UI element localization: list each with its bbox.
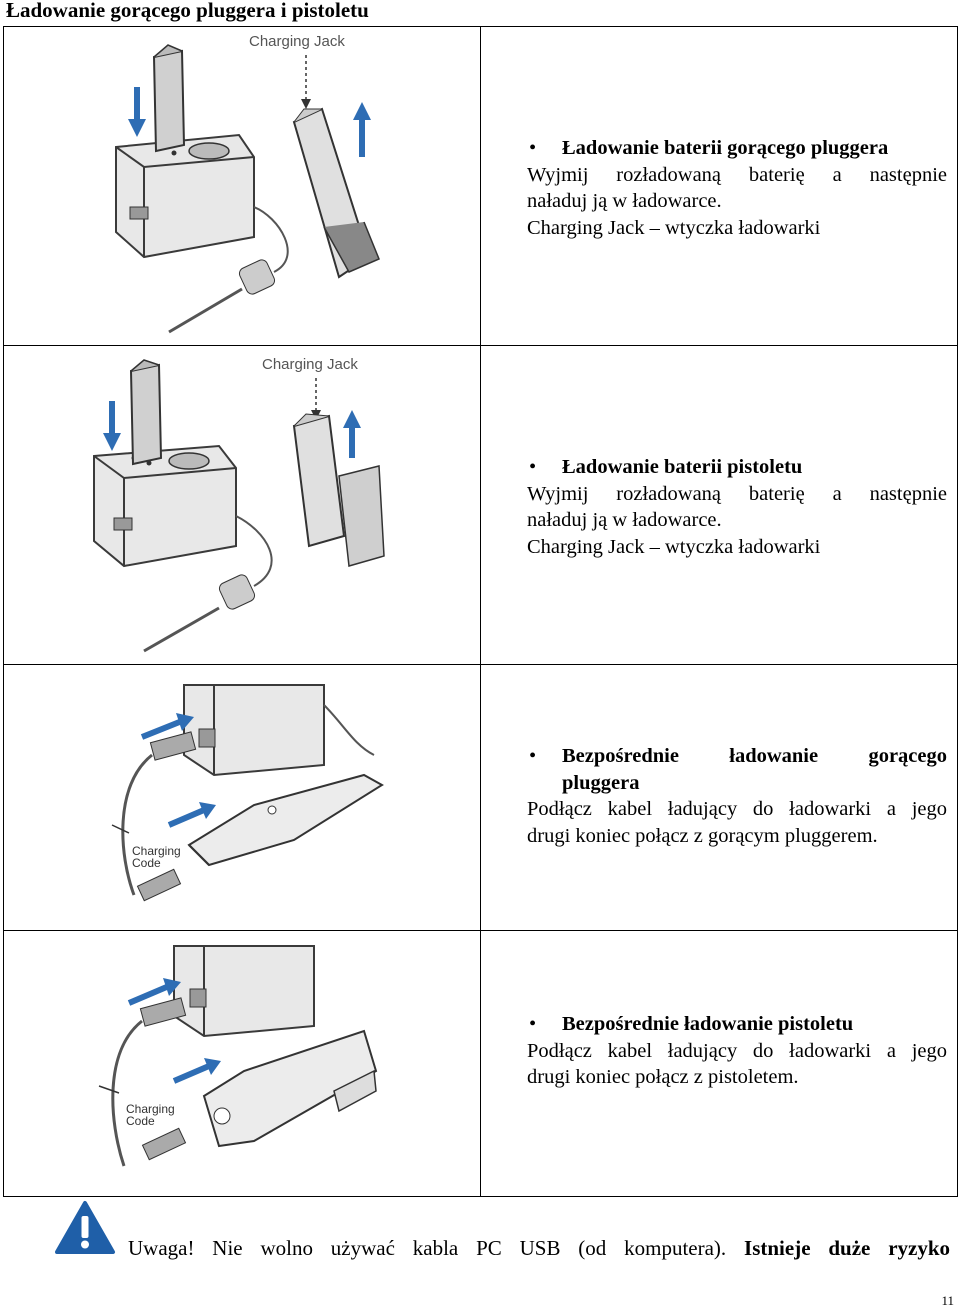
bullet-marker: •: [529, 137, 537, 159]
bullet-marker: •: [529, 745, 537, 767]
figure-label: Code: [126, 1114, 155, 1128]
figure-cell: [4, 346, 481, 665]
body-text: naładuj ją w ładowarce.: [527, 190, 722, 212]
bullet-heading: • Ładowanie baterii pistoletu: [527, 454, 947, 481]
body-text: drugi koniec połącz z gorącym pluggerem.: [527, 824, 878, 847]
body-text: drugi koniec połącz z pistoletem.: [527, 1066, 799, 1088]
bullet-heading: • Bezpośrednie ładowanie pistoletu: [527, 1011, 947, 1038]
warning-text: [128, 1236, 950, 1261]
body-text: Wyjmij rozładowaną baterię a następnie: [527, 163, 947, 186]
text-cell: [481, 665, 958, 931]
bullet-marker: •: [529, 1013, 537, 1035]
bullet-marker: •: [529, 456, 537, 478]
figure-cell: [4, 27, 481, 346]
table-row: [4, 931, 958, 1197]
body-text: Charging Jack – wtyczka ładowarki: [527, 216, 821, 239]
body-text: Podłącz kabel ładujący do ładowarki a jego: [527, 798, 947, 820]
bullet-heading: • Bezpośrednie ładowanie gorącego: [527, 743, 947, 770]
figure-cell: [4, 665, 481, 931]
figure-label: Charging Jack: [262, 356, 358, 373]
text-cell: [481, 346, 958, 665]
page-number: 11: [941, 1293, 954, 1308]
gun-battery-charging-illustration: [4, 346, 480, 664]
figure-label: Charging: [126, 1102, 175, 1116]
table-row: [4, 27, 958, 346]
plugger-battery-charging-illustration: [4, 27, 480, 345]
warning-triangle-icon: [54, 1200, 116, 1256]
figure-label: Code: [132, 856, 161, 870]
warning-text-normal: Uwaga! Nie wolno używać kabla PC USB (od komputera).: [128, 1236, 727, 1260]
body-text: Charging Jack – wtyczka ładowarki: [527, 535, 821, 558]
body-text: Wyjmij rozładowaną baterię a następnie: [527, 482, 947, 505]
body-text: naładuj ją w ładowarce.: [527, 509, 722, 531]
page-title: Ładowanie gorącego pluggera i pistoletu: [6, 0, 369, 22]
text-cell: [481, 931, 958, 1197]
warning-text-bold: Istnieje duże ryzyko: [744, 1236, 951, 1260]
bullet-heading: • Ładowanie baterii gorącego pluggera: [527, 135, 947, 162]
figure-label: Charging: [132, 844, 181, 858]
plugger-direct-charging-illustration: [4, 665, 480, 930]
figure-label: Charging Jack: [249, 33, 345, 50]
instruction-table: [3, 26, 958, 1197]
body-text: Podłącz kabel ładujący do ładowarki a jego: [527, 1039, 947, 1062]
text-cell: [481, 27, 958, 346]
gun-direct-charging-illustration: [4, 931, 480, 1196]
table-row: [4, 665, 958, 931]
table-row: [4, 346, 958, 665]
bullet-heading-continued: pluggera: [562, 771, 640, 794]
figure-cell: [4, 931, 481, 1197]
